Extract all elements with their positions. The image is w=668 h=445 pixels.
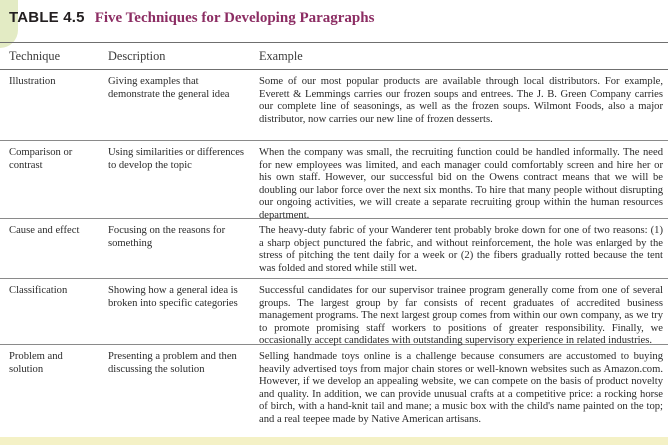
technique-cell: Problem and solution <box>9 351 63 375</box>
description-cell: Presenting a problem and then discussing the solution <box>108 351 237 375</box>
bottom-strip <box>0 437 668 445</box>
description-cell: Focusing on the reasons for something <box>108 225 226 249</box>
example-cell: Some of our most popular products are available through local distributors. For example, Everett & Lemmings carries our frozen soups and entrees. The J. B. Green Company carries our complete line of seasonings, as well as the frozen soups. Wilmont Foods, also a major distributor, now carries our new line of frozen desserts. <box>259 76 663 125</box>
technique-cell: Comparison or contrast <box>9 147 73 171</box>
example-cell: When the company was small, the recruiting function could be handled informally. The need for new employees was limited, and each manager could comfortably screen and hire her or his own staff. However, our successful bid on the Owens contract means that we will be doubling our labor force over the next six months. To hire that many people without disrupting our ongoing activities, we will create a separate recruiting group within the human resources department. <box>259 147 663 221</box>
table-row <box>0 279 668 345</box>
example-cell: The heavy-duty fabric of your Wanderer tent probably broke down for one of two reasons: (1) a sharp object punctured the fabric, and without reinforcement, the hole was enlarged by the stress of pitching the tent daily for a week or (2) the fibers gradually rotted because the tent was folded and stored while still wet. <box>259 225 663 274</box>
table-row <box>0 345 668 433</box>
table-header-row <box>0 49 668 67</box>
column-header-example: Example <box>259 49 303 63</box>
example-cell: Selling handmade toys online is a challenge because consumers are accustomed to buying heavily advertised toys from major chain stores or well-known websites such as Amazon.com. However, if we develop an appealing website, we can compete on the basis of product novelty and quality. In addition, we can provide unusual crafts at a competitive price: a rocking horse of birch, with a hand-knit tail and mane; a music box with the child's name painted on the top; and a real teepee made by Native American artisans. <box>259 351 663 425</box>
column-header-technique: Technique <box>9 49 61 63</box>
example-cell: Successful candidates for our supervisor trainee program generally come from one of several groups. The largest group by far consists of recent graduates of accredited business management programs. The next largest group comes from within our own company, as we try to promote promising staff workers to positions of greater responsibility. Finally, we occasionally accept candidates with outstanding supervisory experience in related industries. <box>259 285 663 347</box>
description-cell: Using similarities or differences to develop the topic <box>108 147 245 171</box>
table-row <box>0 70 668 141</box>
column-header-description: Description <box>108 49 166 63</box>
table-title: Five Techniques for Developing Paragraphs <box>94 10 375 26</box>
technique-cell: Illustration <box>9 76 56 87</box>
table-caption <box>9 9 374 33</box>
description-cell: Giving examples that demonstrate the general idea <box>108 76 230 100</box>
table-row <box>0 141 668 219</box>
technique-cell: Classification <box>9 285 68 296</box>
technique-cell: Cause and effect <box>9 225 80 236</box>
top-rule <box>0 42 668 43</box>
table-number: TABLE 4.5 <box>9 9 85 26</box>
table-row <box>0 219 668 279</box>
description-cell: Showing how a general idea is broken into specific categories <box>108 285 238 309</box>
